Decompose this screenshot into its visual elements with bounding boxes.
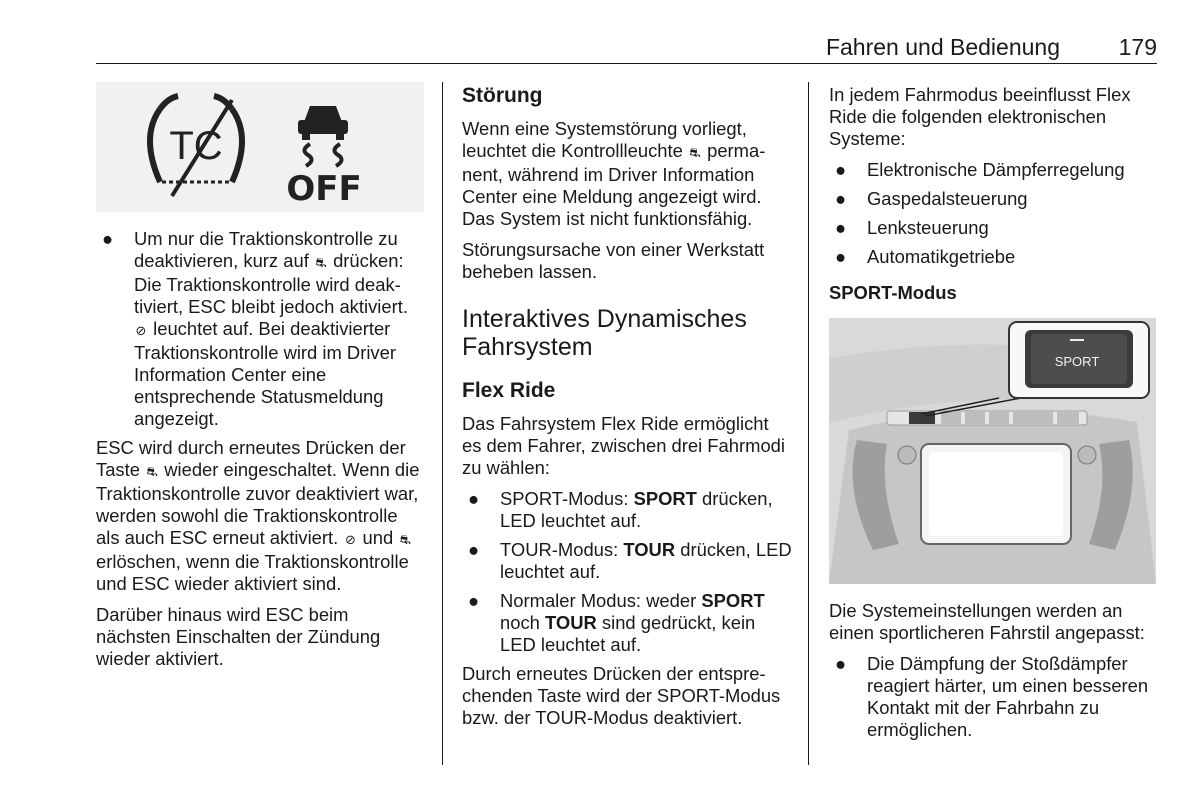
page-number: 179 [1118,34,1157,60]
list-item: ● Gaspedalsteuerung [835,188,1028,209]
column-3 [829,84,1159,315]
column-divider-2 [808,82,809,765]
column-3-bottom [829,600,1159,748]
paragraph: Darüber hinaus wird ESC beim nächsten Einschalten der Zündung wieder aktiviert. [96,604,381,669]
esc-off-icon: ⛐ [315,255,327,270]
column-divider-1 [442,82,443,765]
bullet: ● [102,228,114,249]
svg-text:TC: TC [169,124,223,168]
paragraph: Die Systemeinstellungen werden an einen sportlicheren Fahrstil angepasst: [829,600,1145,643]
column-1 [96,228,426,679]
paragraph: Störungsursache von einer Werkstatt beheben lassen. [462,239,765,282]
paragraph: In jedem Fahrmodus beeinflusst Flex Ride die folgenden elektronischen Systeme: [829,84,1131,149]
paragraph: ESC wird durch erneutes Drücken der Taste ⛐ wieder eingeschaltet. Wenn die Traktionskontrolle zuvor deaktiviert war, werden sowohl die Traktionskontrolle als auch ESC erneut aktiviert. ⊘ und ⛐ erlöschen, wenn die Traktionskontrolle und ESC wieder aktiviert sind. [96,437,420,594]
dashboard-illustration [829,318,1156,584]
esc-off-icon: ⛐ [689,145,701,160]
list-item: ● TOUR-Modus: TOUR drücken, LED leuchtet auf. [468,539,792,582]
esc-icon: ⛐ [399,532,411,547]
esc-off-icon [286,106,361,209]
heading-ids: Interaktives Dynamisches Fahrsystem [462,305,747,361]
svg-text:OFF: OFF [286,169,362,209]
sport-button-figure [829,318,1156,584]
list-item: ● Elektronische Dämpferregelung [835,159,1125,180]
traction-control-off-icon: ⊘ [135,323,147,338]
paragraph: Durch erneutes Drücken der entsprechenden Taste wird der SPORT-Modus bzw. der TOUR-Modus deaktiviert. [462,663,781,728]
section-title: Fahren und Bedienung [825,34,1060,60]
list-item: ● SPORT-Modus: SPORT drücken, LED leuchtet auf. [468,488,773,531]
text: leuchtet auf. Bei deaktivierter Traktionskontrolle wird im Driver Information Center eine entsprechende Statusmeldung angezeigt. [134,318,396,429]
list-item: ● Normaler Modus: weder SPORT noch TOUR sind gedrückt, kein LED leuchtet auf. [468,590,765,655]
header-rule [96,63,1157,64]
list-item: ● Die Dämpfung der Stoßdämpfer reagiert härter, um einen besseren Kontakt mit der Fahrbahn zu ermöglichen. [835,653,1149,740]
list-item [96,228,426,430]
list-item: ● Lenksteuerung [835,217,989,238]
list-item: ● Automatikgetriebe [835,246,1016,267]
text: drücken: Die Traktionskontrolle wird deaktiviert, ESC bleibt jedoch aktiviert. [134,250,408,317]
traction-control-off-icon: ⊘ [344,532,356,547]
traction-control-off-icon [96,82,424,212]
paragraph: Das Fahrsystem Flex Ride ermöglicht es dem Fahrer, zwischen drei Fahrmodi zu wählen: [462,413,785,478]
heading-sport-modus: SPORT-Modus [829,282,957,303]
indicator-icons-figure [96,82,424,212]
svg-text:SPORT: SPORT [1054,354,1100,369]
heading-stoerung: Störung [462,84,543,107]
heading-flex-ride: Flex Ride [462,379,556,402]
paragraph: Wenn eine Systemstörung vorliegt, leuchtet die Kontrollleuchte ⛐ permanent, während im Driver Information Center eine Meldung angezeigt wird. Das System ist nicht funktionsfähig. [462,118,766,229]
text: Um nur die Traktionskontrolle zu deaktivieren, kurz auf [134,228,398,271]
column-2 [462,84,792,738]
esc-off-icon: ⛐ [146,464,158,479]
